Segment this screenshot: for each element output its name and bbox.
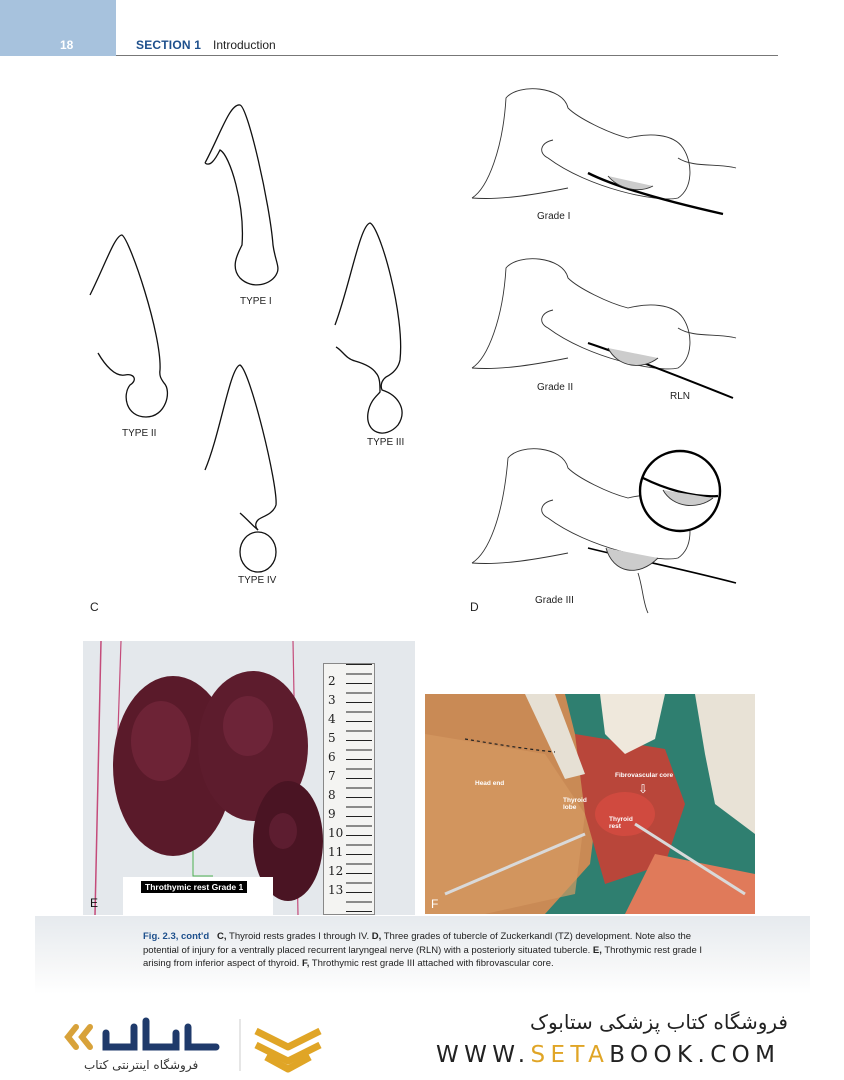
page-number-block xyxy=(0,0,116,56)
store-name: فروشگاه کتاب پزشکی ستابوک xyxy=(530,1010,788,1034)
annotation-thyroid-lobe: Thyroid lobe xyxy=(563,797,587,811)
annotation-fibrovascular-core: Fibrovascular core xyxy=(615,772,674,779)
caption-figref: Fig. 2.3, cont'd xyxy=(143,931,210,942)
label-type-1: TYPE I xyxy=(240,296,272,307)
thyroid-rest-type-4-shape xyxy=(205,365,276,530)
annotation-head-end: Head end xyxy=(475,780,505,787)
store-url: WWW.SETABOOK.COM xyxy=(436,1042,781,1068)
label-type-2: TYPE II xyxy=(122,428,157,439)
label-grade-1: Grade I xyxy=(537,211,571,222)
figure-caption: Fig. 2.3, cont'd C, Thyroid rests grades I through IV. D, Three grades of tubercle of Zuckerkandl (TZ) development. Note also the potential of injury for a ventrally placed recurrent laryngeal nerve (RLN) with a posteriorly situated tubercle. E, Throthymic rest grade I arising from inferior aspect of thyroid. F, Throthymic rest grade III attached with fibrovascular core. xyxy=(143,931,703,969)
panel-f-letter: F xyxy=(431,897,439,911)
panel-e-letter: E xyxy=(90,896,99,910)
arrow-icon: ⇩ xyxy=(638,782,649,796)
annotation-thyroid-rest: Thyroid rest xyxy=(609,816,633,830)
ruler: 2 3 4 5 6 7 8 9 10 11 12 13 xyxy=(323,663,375,915)
label-type-3: TYPE III xyxy=(367,437,405,448)
label-grade-3: Grade III xyxy=(535,595,574,606)
grade-3-drawing xyxy=(472,449,736,613)
thyroid-rest-type-1-shape xyxy=(205,105,278,285)
panel-c-illustration xyxy=(80,95,440,595)
logo-book-icon xyxy=(256,1031,320,1069)
grade-1-drawing xyxy=(472,89,736,214)
panel-f-photo xyxy=(425,694,755,914)
thyroid-rest-type-4-nodule xyxy=(240,532,276,572)
panel-e-photo xyxy=(83,641,415,915)
label-type-4: TYPE IV xyxy=(238,575,277,586)
header-rule xyxy=(116,55,778,56)
panel-d-illustration xyxy=(468,78,768,618)
label-rln: RLN xyxy=(670,391,691,402)
thyroid-rest-type-3-shape xyxy=(335,223,402,433)
logo-subtitle: فروشگاه اینترنتی کتاب xyxy=(84,1058,199,1072)
section-title: Introduction xyxy=(213,38,276,52)
label-grade-2: Grade II xyxy=(537,382,574,393)
page-number: 18 xyxy=(60,38,74,52)
logo-wordmark xyxy=(68,1027,90,1047)
grade-2-drawing xyxy=(472,259,736,398)
panel-d-letter: D xyxy=(470,600,479,614)
section-label: SECTION 1 xyxy=(136,38,202,52)
panel-c-letter: C xyxy=(90,600,99,614)
panel-e-label-box: Throthymic rest Grade 1 xyxy=(141,881,247,893)
thyroid-rest-type-2-shape xyxy=(90,235,167,417)
